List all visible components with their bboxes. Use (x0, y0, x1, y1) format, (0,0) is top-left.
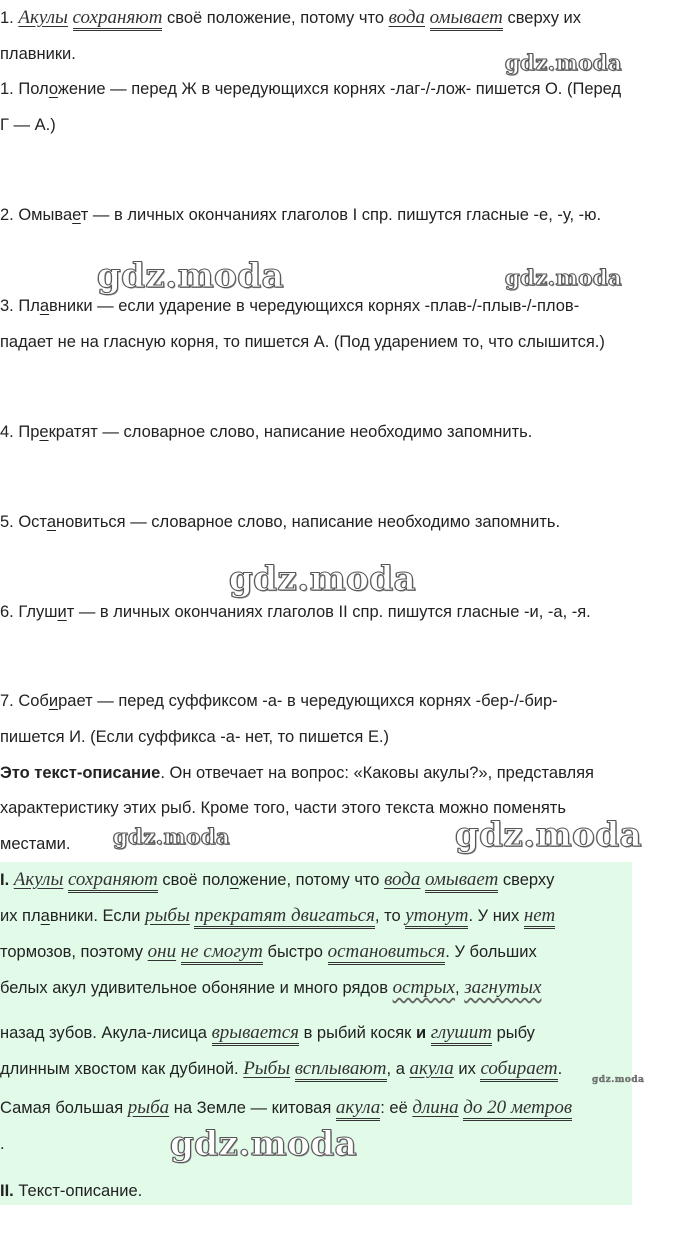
description-line-2: характеристику этих рыб. Кроме того, части этого текста можно поменять (0, 799, 566, 817)
item-1-cont: Г — А.) (0, 116, 56, 134)
box-row-7: Самая большая рыба на Земле — китовая акула: её длина до 20 метров (0, 1097, 572, 1119)
item-3: 3. Плавники — если ударение в чередующихся корнях -плав-/-плыв-/-плов- (0, 297, 580, 315)
watermark: gdz.moda (455, 815, 643, 855)
item-7-cont: пишется И. (Если суффикса -а- нет, то пишется Е.) (0, 728, 390, 746)
box-row-9: II. Текст-описание. (0, 1182, 143, 1200)
box-row-5: назад зубов. Акула-лисица врывается в рыбий косяк и глушит рыбу (0, 1022, 535, 1044)
box-row-4: белых акул удивительное обоняние и много рядов острых, загнутых (0, 977, 542, 998)
item-5: 5. Остановиться — словарное слово, написание необходимо запомнить. (0, 513, 561, 531)
box-row-6: длинным хвостом как дубиной. Рыбы всплывают, а акула их собирает. (0, 1058, 562, 1080)
watermark: gdz.moda (113, 824, 231, 849)
watermark: gdz.moda (229, 559, 417, 599)
item-1: 1. Положение — перед Ж в чередующихся корнях -лаг-/-лож- пишется О. (Перед (0, 80, 622, 98)
item-7: 7. Собирает — перед суффиксом -а- в чередующихся корнях -бер-/-бир- (0, 692, 558, 710)
predicate-word: сохраняют (73, 7, 163, 31)
watermark: gdz.moda (592, 1075, 645, 1085)
intro-line-1: 1. Акулы сохраняют своё положение, потому что вода омывает сверху их (0, 7, 581, 29)
item-3-cont: падает не на гласную корня, то пишется А. (Под ударением то, что слышится.) (0, 333, 605, 351)
box-row-8: . (0, 1135, 5, 1153)
intro-line-2: плавники. (0, 45, 76, 63)
subject-word: вода (388, 7, 425, 28)
watermark: gdz.moda (505, 50, 623, 75)
description-line-1: Это текст-описание. Он отвечает на вопрос: «Каковы акулы?», представляя (0, 764, 594, 782)
watermark: gdz.moda (170, 1124, 358, 1164)
watermark: gdz.moda (97, 256, 285, 296)
item-6: 6. Глушит — в личных окончаниях глаголов II спр. пишутся гласные -и, -а, -я. (0, 603, 591, 621)
watermark: gdz.moda (505, 265, 623, 290)
description-line-3: местами. (0, 835, 71, 853)
box-row-3: тормозов, поэтому они не смогут быстро остановиться. У больших (0, 941, 537, 963)
predicate-word: омывает (430, 7, 503, 31)
box-row-2: их плавники. Если рыбы прекратят двигаться, то утонут. У них нет (0, 905, 555, 927)
item-4: 4. Прекратят — словарное слово, написание необходимо запомнить. (0, 423, 533, 441)
subject-word: Акулы (18, 7, 68, 28)
box-row-1: I. Акулы сохраняют своё положение, потому что вода омывает сверху (0, 869, 554, 891)
item-2: 2. Омывает — в личных окончаниях глаголов I спр. пишутся гласные -е, -у, -ю. (0, 206, 602, 224)
